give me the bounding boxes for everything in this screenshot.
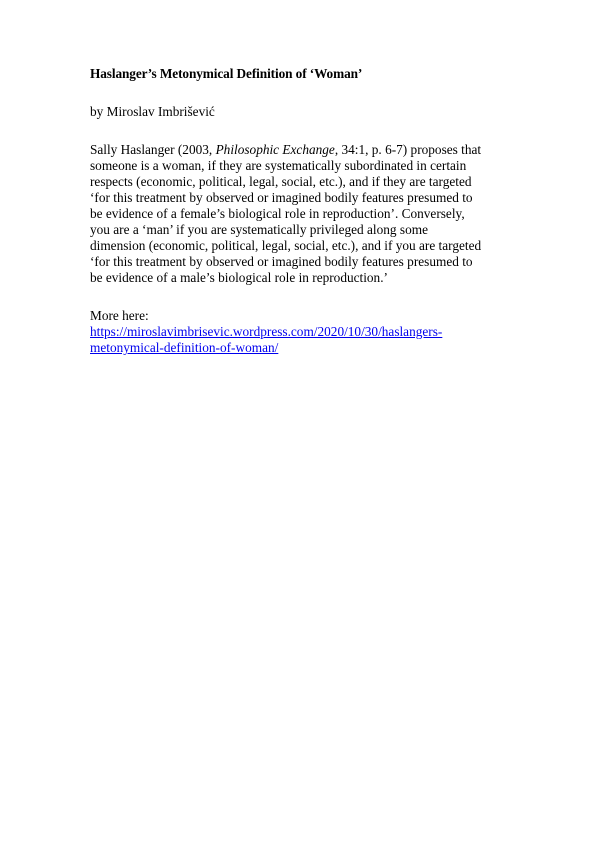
paragraph-line: someone is a woman, if they are systematically subordinated in certain	[90, 158, 467, 173]
more-here-label: More here:	[90, 308, 149, 323]
document-content	[90, 66, 510, 356]
author-byline: by Miroslav Imbrišević	[90, 104, 215, 119]
blog-post-link-line-2: metonymical-definition-of-woman/	[90, 340, 279, 355]
paragraph-line: ‘for this treatment by observed or imagined bodily features presumed to	[90, 190, 473, 205]
document-title: Haslanger’s Metonymical Definition of ‘Woman’	[90, 66, 363, 81]
body-paragraph	[90, 142, 510, 286]
blog-post-link-line-1: https://miroslavimbrisevic.wordpress.com/2020/10/30/haslangers-	[90, 324, 443, 339]
paragraph-line: dimension (economic, political, legal, social, etc.), and if you are targeted	[90, 238, 482, 253]
paragraph-line: you are a ‘man’ if you are systematically privileged along some	[90, 222, 428, 237]
journal-title: Philosophic Exchange	[215, 142, 335, 157]
blog-post-link[interactable]	[90, 324, 510, 356]
paragraph-line: respects (economic, political, legal, social, etc.), and if they are targeted	[90, 174, 472, 189]
paragraph-line-1-pre: Sally Haslanger (2003,	[90, 142, 216, 157]
paragraph-line: be evidence of a female’s biological role in reproduction’. Conversely,	[90, 206, 465, 221]
paragraph-line: be evidence of a male’s biological role in reproduction.’	[90, 270, 388, 285]
paragraph-line-1-post: , 34:1, p. 6-7) proposes that	[334, 142, 482, 157]
paragraph-line: ‘for this treatment by observed or imagined bodily features presumed to	[90, 254, 473, 269]
more-here-block	[90, 308, 510, 356]
paragraph-line-1	[90, 142, 510, 158]
